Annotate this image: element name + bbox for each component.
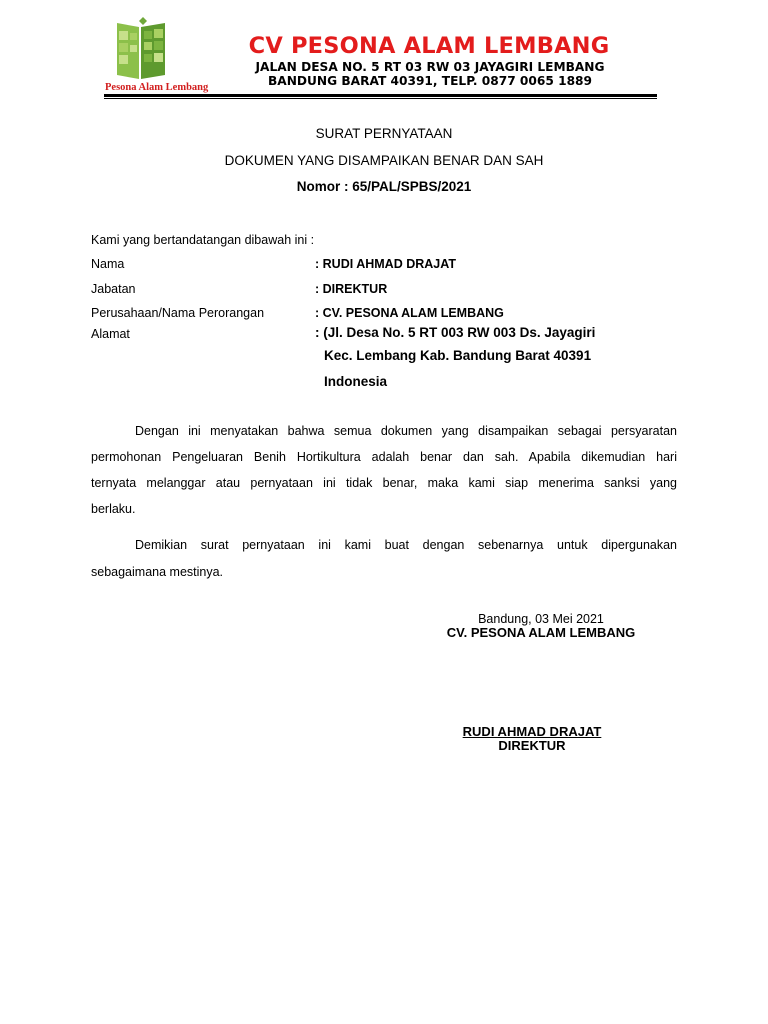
document-subtitle: DOKUMEN YANG DISAMPAIKAN BENAR DAN SAH xyxy=(224,153,544,168)
company-name: CV PESONA ALAM LEMBANG xyxy=(248,33,610,59)
document-title: SURAT PERNYATAAN xyxy=(315,126,453,141)
field-value-jabatan: : DIREKTUR xyxy=(315,282,388,296)
letterhead-divider-thin xyxy=(104,98,657,99)
field-value-alamat-1: : (Jl. Desa No. 5 RT 003 RW 003 Ds. Jayagiri xyxy=(315,325,596,340)
field-label-perusahaan: Perusahaan/Nama Perorangan xyxy=(91,306,265,320)
signature-place-date: Bandung, 03 Mei 2021 xyxy=(478,612,604,626)
field-label-alamat: Alamat xyxy=(91,327,130,341)
signature-company: CV. PESONA ALAM LEMBANG xyxy=(446,625,636,640)
field-value-nama: : RUDI AHMAD DRAJAT xyxy=(315,257,456,271)
letterhead-divider xyxy=(104,94,657,97)
intro-text: Kami yang bertandatangan dibawah ini : xyxy=(91,233,315,247)
signatory-position: DIREKTUR xyxy=(498,738,566,753)
field-value-alamat-3: Indonesia xyxy=(324,374,388,389)
paragraph-2-line-2: sebagaimana mestinya. xyxy=(91,565,224,579)
field-label-jabatan: Jabatan xyxy=(91,282,136,296)
signatory-name: RUDI AHMAD DRAJAT xyxy=(462,724,602,739)
paragraph-1-line-1: Dengan ini menyatakan bahwa semua dokumen yang disampaikan sebagai persyaratan xyxy=(135,424,677,438)
field-label-nama: Nama xyxy=(91,257,125,271)
field-value-perusahaan: : CV. PESONA ALAM LEMBANG xyxy=(315,306,504,320)
paragraph-1-line-3: ternyata melanggar atau pernyataan ini tidak benar, maka kami siap menerima sanksi yang xyxy=(91,476,677,490)
paragraph-2-line-1: Demikian surat pernyataan ini kami buat dengan sebenarnya untuk dipergunakan xyxy=(135,538,677,552)
company-address-line-1: JALAN DESA NO. 5 RT 03 RW 03 JAYAGIRI LEMBANG xyxy=(255,60,605,74)
paragraph-1-line-2: permohonan Pengeluaran Benih Hortikultura adalah benar dan sah. Apabila dikemudian hari xyxy=(91,450,677,464)
logo-caption: Pesona Alam Lembang xyxy=(105,82,209,93)
document-number: Nomor : 65/PAL/SPBS/2021 xyxy=(296,179,472,194)
field-value-alamat-2: Kec. Lembang Kab. Bandung Barat 40391 xyxy=(324,348,592,363)
paragraph-1-line-4: berlaku. xyxy=(91,502,136,516)
company-address-line-2: BANDUNG BARAT 40391, TELP. 0877 0065 1889 xyxy=(267,74,593,88)
